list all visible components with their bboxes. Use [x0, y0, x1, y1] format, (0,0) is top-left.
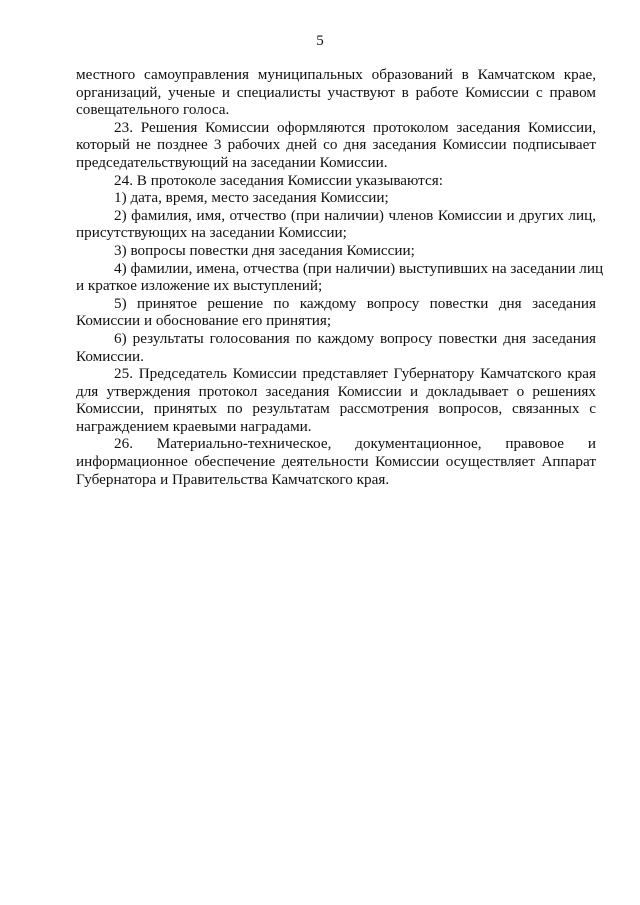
text-line: 24. В протоколе заседания Комиссии указываются: [114, 171, 443, 189]
text-line: 2) фамилия, имя, отчество (при наличии) членов Комиссии и других лиц, [114, 206, 596, 224]
text-line: 5) принятое решение по каждому вопросу повестки дня заседания [114, 294, 596, 312]
text-line: местного самоуправления муниципальных образований в Камчатском крае, [76, 66, 596, 83]
text-line: присутствующих на заседании Комиссии; [76, 224, 347, 242]
text-line: Комиссии и обоснование его принятия; [76, 312, 332, 330]
text-line: и краткое изложение их выступлений; [76, 277, 323, 295]
text-line: информационное обеспечение деятельности Комиссии осуществляет Аппарат [76, 453, 596, 471]
text-line: председательствующий на заседании Комиссии. [76, 153, 388, 171]
document-body [76, 66, 604, 488]
text-line: Комиссии, принятых по результатам рассмотрения вопросов, связанных с [76, 400, 596, 418]
text-line: 26. Материально-техническое, документационное, правовое и [114, 435, 596, 453]
text-line: Губернатора и Правительства Камчатского края. [76, 470, 390, 488]
text-line: 23. Решения Комиссии оформляются протоколом заседания Комиссии, [114, 118, 596, 136]
text-line: 3) вопросы повестки дня заседания Комиссии; [114, 241, 415, 259]
text-line: 25. Председатель Комиссии представляет Губернатору Камчатского края [114, 365, 596, 383]
text-line: награждением краевыми наградами. [76, 417, 312, 435]
page-number: 5 [316, 33, 324, 49]
text-line: 4) фамилии, имена, отчества (при наличии) выступивших на заседании лиц [114, 259, 604, 277]
text-line: совещательного голоса. [76, 101, 230, 119]
text-line: 1) дата, время, место заседания Комиссии; [114, 189, 389, 207]
text-line: который не позднее 3 рабочих дней со дня заседания Комиссии подписывает [76, 136, 596, 154]
text-line: 6) результаты голосования по каждому вопросу повестки дня заседания [114, 329, 596, 347]
text-line: Комиссии. [76, 347, 144, 365]
text-line: для утверждения протокол заседания Комиссии и докладывает о решениях [76, 382, 596, 400]
text-line: организаций, ученые и специалисты участвуют в работе Комиссии с правом [76, 83, 596, 101]
